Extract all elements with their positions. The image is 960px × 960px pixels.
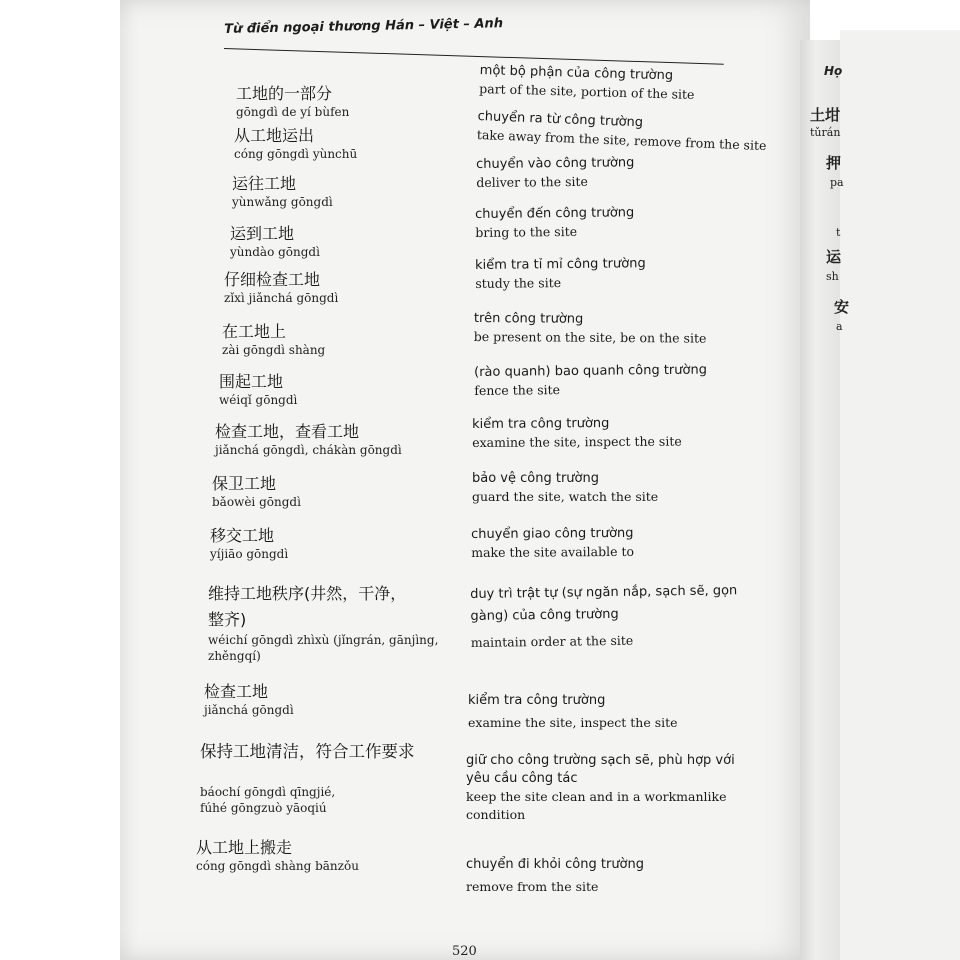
vietnamese-meaning: kiểm tra công trường (468, 693, 606, 708)
entry-translation (479, 62, 695, 104)
entry-chinese (210, 526, 288, 562)
entry-translation (474, 362, 707, 400)
book-page-right (810, 30, 960, 960)
chinese-term: 工地的一部分 (236, 84, 333, 103)
vietnamese-meaning: chuyển đi khỏi công trường (466, 857, 645, 872)
pinyin-continued: fúhé gōngzuò yāoqiú (200, 801, 327, 815)
entry-chinese (200, 742, 415, 816)
chinese-term: 检查工地 (204, 682, 269, 701)
english-meaning-continued: condition (466, 807, 526, 822)
vietnamese-meaning: chuyển giao công trường (471, 525, 634, 542)
right-page-header: Họ (824, 64, 843, 78)
chinese-term: 运往工地 (232, 174, 297, 193)
chinese-term: 仔细检查工地 (224, 270, 321, 289)
english-meaning: maintain order at the site (470, 632, 634, 650)
chinese-term: 从工地运出 (234, 126, 315, 145)
right-page-pinyin: tǔrán (810, 126, 841, 139)
chinese-term: 围起工地 (219, 372, 284, 391)
entry-list (120, 0, 810, 960)
entry-chinese (215, 422, 402, 458)
chinese-term: 移交工地 (210, 526, 275, 545)
pinyin: yíjiāo gōngdì (210, 547, 289, 561)
entry-translation (474, 310, 707, 348)
pinyin: yùnwǎng gōngdì (232, 195, 333, 209)
entry-translation (470, 580, 738, 652)
right-page-pinyin: t (836, 226, 841, 239)
vietnamese-meaning: giữ cho công trường sạch sẽ, phù hợp với (466, 753, 735, 768)
english-meaning: take away from the site, remove from the site (476, 126, 767, 154)
entry-translation (468, 692, 678, 732)
right-page-term: 押 (826, 154, 842, 172)
running-header: Từ điển ngoại thương Hán – Việt – Anh (224, 16, 504, 37)
vietnamese-meaning: duy trì trật tự (sự ngăn nắp, sạch sẽ, gọn (470, 583, 738, 602)
chinese-term: 从工地上搬走 (196, 838, 293, 857)
entry-translation (477, 108, 768, 155)
entry-translation (476, 154, 635, 192)
english-meaning: remove from the site (466, 879, 599, 894)
entry-chinese (196, 838, 359, 874)
right-page-term: 土坩 (810, 106, 841, 124)
entry-chinese (236, 84, 349, 120)
pinyin: wéichí gōngdì zhìxù (jǐngrán, gānjìng, (208, 633, 439, 647)
english-meaning: examine the site, inspect the site (472, 433, 682, 450)
chinese-term: 维持工地秩序(井然，干净， (208, 584, 407, 603)
english-meaning: guard the site, watch the site (472, 489, 659, 504)
english-meaning: bring to the site (475, 223, 578, 240)
vietnamese-meaning: bảo vệ công trường (472, 471, 599, 486)
entry-chinese (219, 372, 297, 408)
english-meaning: part of the site, portion of the site (479, 80, 695, 102)
entry-translation (475, 255, 646, 293)
english-meaning: examine the site, inspect the site (468, 715, 678, 730)
right-page-term: 安 (834, 298, 850, 316)
pinyin: jiǎnchá gōngdì (204, 703, 294, 717)
right-page-pinyin: sh (826, 270, 839, 283)
english-meaning: fence the site (474, 382, 561, 398)
pinyin: cóng gōngdì yùnchū (234, 147, 358, 161)
entry-chinese (208, 584, 438, 664)
pinyin: gōngdì de yí bùfen (236, 105, 350, 119)
vietnamese-meaning-continued: yêu cầu công tác (466, 771, 578, 786)
right-page-pinyin: pa (830, 176, 844, 189)
vietnamese-meaning: chuyển ra từ công trường (477, 108, 644, 131)
entry-translation (472, 415, 682, 452)
vietnamese-meaning: một bộ phận của công trường (479, 62, 674, 84)
entry-translation (472, 470, 658, 506)
entry-chinese (212, 474, 301, 510)
english-meaning: keep the site clean and in a workmanlike (466, 789, 727, 804)
page-number: 520 (452, 944, 477, 959)
entry-chinese (230, 224, 320, 260)
chinese-term: 在工地上 (222, 322, 287, 341)
english-meaning: deliver to the site (476, 173, 588, 190)
pinyin-continued: zhěngqí) (208, 649, 261, 663)
entry-chinese (222, 322, 325, 358)
entry-translation (466, 856, 644, 896)
english-meaning: study the site (475, 275, 562, 291)
vietnamese-meaning: kiểm tra tỉ mỉ công trường (475, 256, 646, 273)
entry-translation (471, 525, 634, 562)
vietnamese-meaning: trên công trường (473, 310, 584, 327)
vietnamese-meaning: chuyển đến công trường (475, 205, 635, 222)
chinese-term: 保卫工地 (212, 474, 277, 493)
vietnamese-meaning: (rào quanh) bao quanh công trường (474, 362, 707, 380)
pinyin: zǐxì jiǎnchá gōngdì (224, 291, 339, 305)
vietnamese-meaning-continued: gàng) của công trường (470, 606, 619, 624)
pinyin: báochí gōngdì qīngjié, (200, 785, 336, 799)
english-meaning: make the site available to (471, 543, 635, 560)
entry-chinese (204, 682, 294, 718)
chinese-term: 保持工地清洁，符合工作要求 (200, 742, 415, 761)
pinyin: bǎowèi gōngdì (212, 495, 301, 509)
entry-chinese (224, 270, 338, 306)
entry-chinese (232, 174, 333, 210)
english-meaning: be present on the site, be on the site (473, 328, 707, 346)
pinyin: yùndào gōngdì (230, 245, 320, 259)
right-page-pinyin: a (836, 320, 843, 333)
chinese-term: 运到工地 (230, 224, 295, 243)
pinyin: zài gōngdì shàng (222, 343, 326, 357)
entry-translation (475, 204, 635, 242)
entry-translation (466, 752, 735, 824)
pinyin: wéiqǐ gōngdì (219, 393, 298, 407)
right-page-term: 运 (826, 248, 842, 266)
chinese-term-continued: 整齐) (208, 610, 247, 629)
pinyin: jiǎnchá gōngdì, chákàn gōngdì (215, 443, 402, 457)
pinyin: cóng gōngdì shàng bānzǒu (196, 859, 359, 873)
vietnamese-meaning: chuyển vào công trường (476, 155, 635, 172)
vietnamese-meaning: kiểm tra công trường (472, 416, 610, 432)
chinese-term: 检查工地，查看工地 (215, 422, 360, 441)
entry-chinese (234, 126, 357, 162)
book-page-left (120, 0, 810, 960)
